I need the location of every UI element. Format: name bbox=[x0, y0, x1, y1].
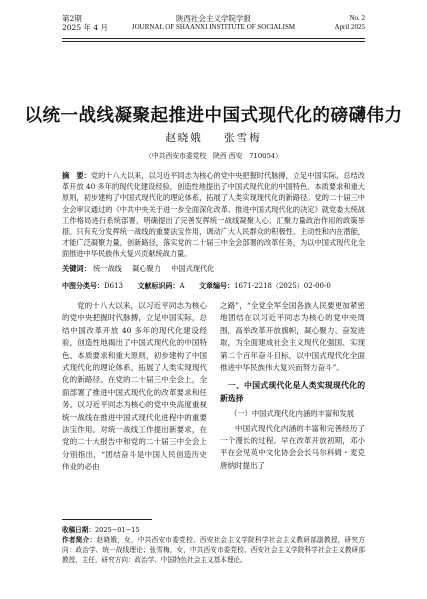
date-cn: 2025 年 4 月 bbox=[62, 23, 109, 32]
author-bio bbox=[62, 535, 365, 565]
footnote bbox=[62, 525, 365, 565]
article-number-value: 1671-2218（2025）02-00-0 bbox=[233, 282, 331, 290]
footnote-rule bbox=[62, 519, 152, 520]
classification-meta bbox=[62, 281, 365, 291]
body-paragraph: 之路”，“全党全军全国各族人民要更加紧密地团结在以习近平同志为核心的党中央周围，高举改革开放旗帜，凝心聚力、奋发进取，为全面建成社会主义现代化强国、实现第二个百年奋斗目标，以中国式现代化全面推进中华民族伟大复兴而努力奋斗”。 bbox=[220, 301, 365, 373]
date-en: April 2025 bbox=[334, 23, 365, 31]
body-paragraph: 中国式现代化内涵的丰富和完善经历了一个漫长的过程。早在改革开放初期，邓小平在会见英中文化协会会长马尔科姆・麦克唐纳时提出了 bbox=[220, 423, 365, 470]
received-value: 2025−01−15 bbox=[94, 526, 140, 534]
affiliation: （中共西安市委党校 陕西 西安 710054） bbox=[145, 152, 282, 160]
clc-label: 中图分类号： bbox=[62, 282, 104, 290]
body-paragraph: 党的十八大以来，以习近平同志为核心的党中央把握时代脉搏，立足中国实际，总结中国改革开放 40 多年的现代化建设经验，创造性地揭出了中国式现代化的中国特色、本质要求和重大原则，初步建构了中国式现代化的理论体系，拓展了人类实现现代化的新路径。在党的二十届三中全会上，全面部署了推进中国式现代化的改革要求和任务。以习近平同志为核心的党中央高度重视统一战线在推进中国式现代化进程中的重要法宝作用。对统一战线工作提出新要求，在党的二十大报告中和党的二十届三中全会上分别指出，“团结奋斗是中国人民创造历史伟业的必由 bbox=[62, 301, 207, 472]
author-bio-label: 作者简介： bbox=[62, 536, 97, 544]
header-center bbox=[62, 14, 365, 32]
journal-title-en: JOURNAL OF SHAANXI INSTITUTE OF SOCIALISM bbox=[131, 23, 296, 31]
body-column-right bbox=[220, 300, 365, 472]
doc-code-label: 文献标识码： bbox=[137, 282, 180, 290]
subsection-heading bbox=[220, 408, 365, 420]
issue-number-cn: 第2期 bbox=[62, 14, 82, 23]
body-column-left bbox=[62, 300, 207, 474]
author-2: 张雪梅 bbox=[224, 132, 262, 144]
authors bbox=[0, 130, 427, 145]
running-header bbox=[62, 14, 365, 40]
abstract-text: 党的十八大以来，以习近平同志为核心的党中央把握时代脉搏，立足中国实际，总结改革开放 40 多年的现代化建设经验，创造性地提出了中国式现代化的中国特色、本质要求和重大原则，初步建构了中国式现代化的理论体系，拓展了人类实现现代化的新路径。党的二十届三中全会审议通过的《中共中央关于进一步全面深化改革、推进中国式现代化的决定》就党委大统战工作格局进行系统部署，明确提出了完善发挥统一战线凝聚人心、汇聚力量政治作用的政策举措。只有充分发挥统一战线的重要法宝作用，调动广大人民群众的积极性、主动性和内在潜能，才能广泛凝聚力量，创新路径，落实党的二十届三中全会部署的改革任务，为以中国式现代化全面推进中华民族伟大复兴贡献统战力量。 bbox=[62, 171, 365, 259]
keyword: 统一战线 bbox=[93, 264, 122, 273]
header-rule-thick bbox=[62, 38, 365, 39]
keywords-label: 关键词： bbox=[62, 264, 91, 273]
section-heading: 一、中国式现代化是人类实现现代化的新选择 bbox=[220, 381, 365, 403]
clc-value: D613 bbox=[104, 282, 123, 290]
abstract-label: 摘 要： bbox=[62, 171, 91, 180]
issue-number-en: No. 2 bbox=[349, 14, 365, 22]
keyword: 凝心聚力 bbox=[132, 264, 161, 273]
subsection-title: 中国式现代化内涵的丰富和发展 bbox=[251, 409, 355, 419]
journal-title-cn: 陕西社会主义学院学报 bbox=[176, 14, 251, 23]
doc-code-value: A bbox=[179, 282, 185, 290]
author-bio-text: 赵晓娥，女，中共西安市委党校、西安社会主义学院科学社会主义教研部副教授，研究方向：政治学、统一战线理论；张雪梅，女，中共西安市委党校、西安社会主义学院科学社会主义教研部教授，主任，研究方向：政治学、中国特色社会主义基本理论。 bbox=[62, 536, 366, 564]
keyword: 中国式现代化 bbox=[171, 264, 215, 273]
author-1: 赵晓娥 bbox=[165, 132, 203, 144]
article-title: 以统一战线凝聚起推进中国式现代化的磅礴伟力 bbox=[24, 106, 403, 126]
header-right bbox=[334, 14, 365, 32]
abstract bbox=[62, 170, 365, 260]
received-date bbox=[62, 525, 365, 535]
article-number-label: 文章编号： bbox=[198, 282, 234, 290]
subsection-number: （一） bbox=[230, 409, 252, 419]
received-label: 收稿日期： bbox=[62, 526, 95, 534]
keywords bbox=[62, 264, 365, 274]
header-rule-thin bbox=[62, 41, 365, 42]
